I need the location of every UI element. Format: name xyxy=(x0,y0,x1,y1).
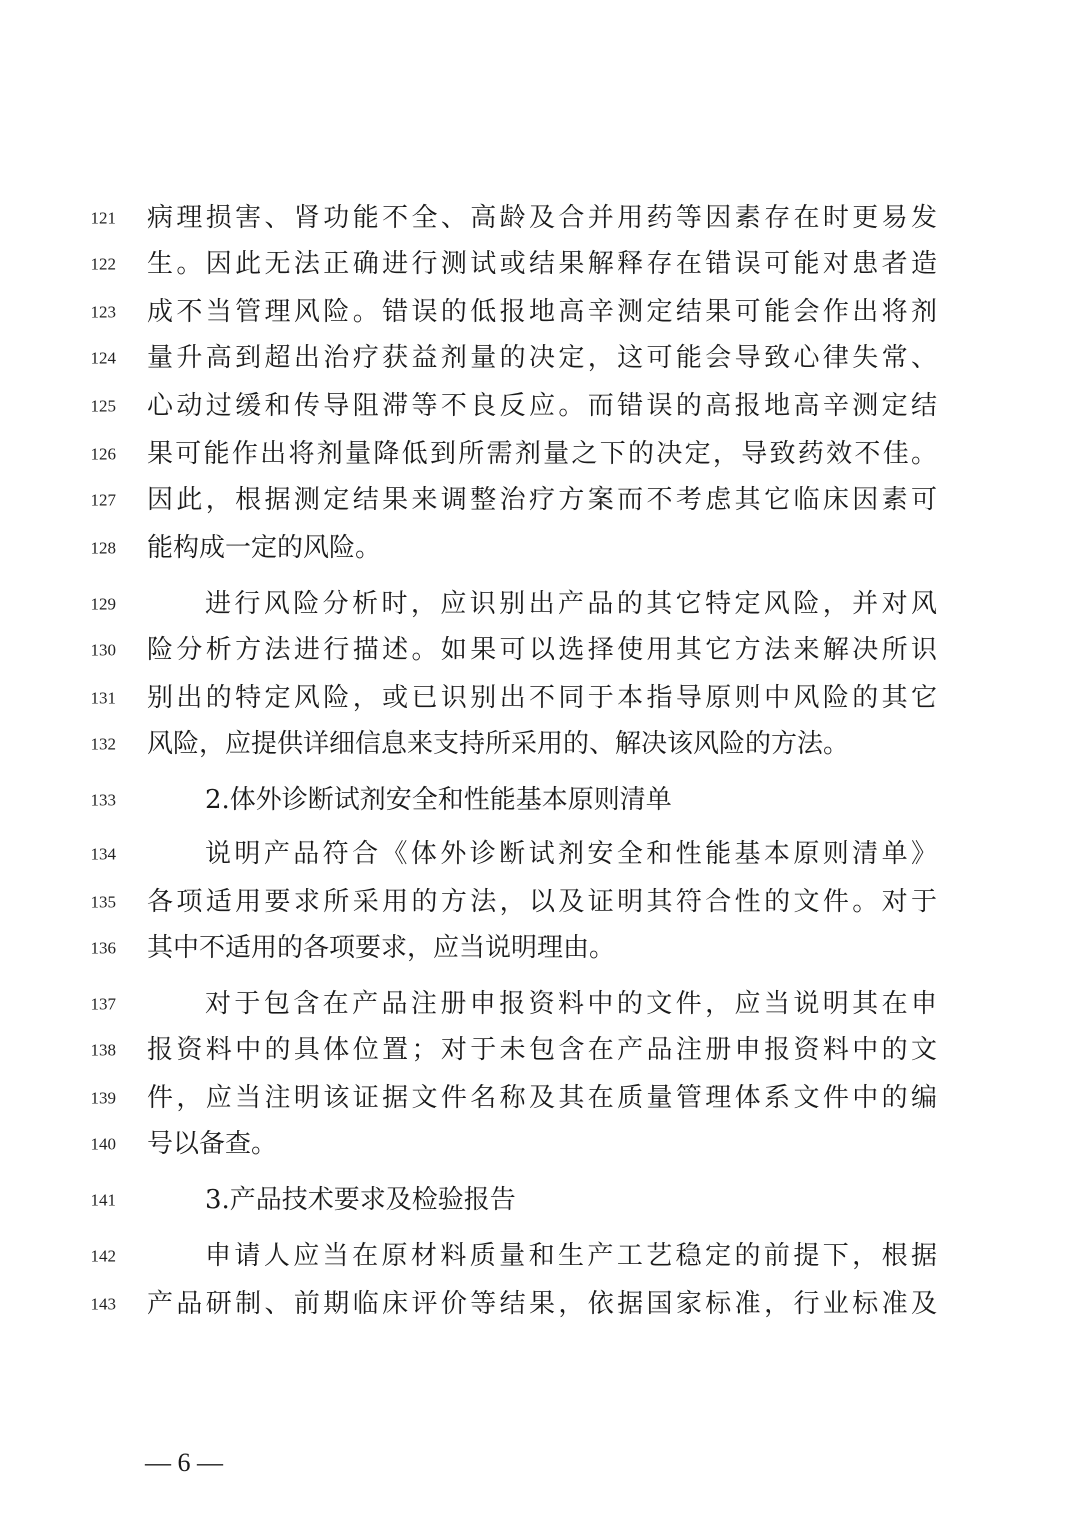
line-text: 风险，应提供详细信息来支持所采用的、解决该风险的方法。 xyxy=(147,729,850,759)
line-number: 136 xyxy=(90,938,116,958)
line-text: 各项适用要求所采用的方法，以及证明其符合性的文件。对于 xyxy=(147,887,937,917)
line-number: 132 xyxy=(90,734,116,754)
line-text: 果可能作出将剂量降低到所需剂量之下的决定，导致药效不佳。 xyxy=(147,439,937,469)
line-number: 121 xyxy=(90,208,116,228)
text-line xyxy=(0,480,1080,520)
text-line xyxy=(0,1180,1080,1220)
line-number: 128 xyxy=(90,538,116,558)
line-number: 141 xyxy=(90,1190,116,1210)
text-line xyxy=(0,1030,1080,1070)
line-text: 量升高到超出治疗获益剂量的决定，这可能会导致心律失常、 xyxy=(147,343,937,373)
line-text: 别出的特定风险，或已识别出不同于本指导原则中风险的其它 xyxy=(147,683,937,713)
line-text: 险分析方法进行描述。如果可以选择使用其它方法来解决所识 xyxy=(147,635,937,665)
line-text: 号以备查。 xyxy=(147,1129,278,1159)
line-text: 对于包含在产品注册申报资料中的文件，应当说明其在申 xyxy=(205,989,937,1019)
line-text: 3.产品技术要求及检验报告 xyxy=(205,1185,516,1215)
line-number: 133 xyxy=(90,790,116,810)
line-text: 报资料中的具体位置；对于未包含在产品注册申报资料中的文 xyxy=(147,1035,937,1065)
line-text: 件，应当注明该证据文件名称及其在质量管理体系文件中的编 xyxy=(147,1083,937,1113)
text-line xyxy=(0,292,1080,332)
line-number: 135 xyxy=(90,892,116,912)
text-line xyxy=(0,386,1080,426)
line-number: 124 xyxy=(90,348,116,368)
line-number: 122 xyxy=(90,254,116,274)
text-line xyxy=(0,244,1080,284)
line-text: 成不当管理风险。错误的低报地高辛测定结果可能会作出将剂 xyxy=(147,297,937,327)
text-line xyxy=(0,724,1080,764)
line-text: 产品研制、前期临床评价等结果，依据国家标准，行业标准及 xyxy=(147,1289,937,1319)
text-line xyxy=(0,780,1080,820)
text-line xyxy=(0,198,1080,238)
line-text: 2.体外诊断试剂安全和性能基本原则清单 xyxy=(205,785,672,815)
text-line xyxy=(0,678,1080,718)
text-line xyxy=(0,434,1080,474)
line-number: 134 xyxy=(90,844,116,864)
line-number: 137 xyxy=(90,994,116,1014)
line-number: 143 xyxy=(90,1294,116,1314)
line-text: 进行风险分析时，应识别出产品的其它特定风险，并对风 xyxy=(205,589,937,619)
text-line xyxy=(0,584,1080,624)
text-line xyxy=(0,630,1080,670)
line-text: 能构成一定的风险。 xyxy=(147,533,382,563)
text-line xyxy=(0,528,1080,568)
line-text: 说明产品符合《体外诊断试剂安全和性能基本原则清单》 xyxy=(205,839,937,869)
text-line xyxy=(0,1124,1080,1164)
line-number: 139 xyxy=(90,1088,116,1108)
line-text: 其中不适用的各项要求，应当说明理由。 xyxy=(147,933,616,963)
text-line xyxy=(0,984,1080,1024)
line-text: 申请人应当在原材料质量和生产工艺稳定的前提下，根据 xyxy=(205,1241,937,1271)
page-number: — 6 — xyxy=(145,1448,223,1477)
line-text: 心动过缓和传导阻滞等不良反应。而错误的高报地高辛测定结 xyxy=(147,391,937,421)
line-number: 142 xyxy=(90,1246,116,1266)
line-text: 病理损害、肾功能不全、高龄及合并用药等因素存在时更易发 xyxy=(147,203,937,233)
line-text: 生。因此无法正确进行测试或结果解释存在错误可能对患者造 xyxy=(147,249,937,279)
line-number: 127 xyxy=(90,490,116,510)
line-number: 140 xyxy=(90,1134,116,1154)
line-text: 因此，根据测定结果来调整治疗方案而不考虑其它临床因素可 xyxy=(147,485,937,515)
line-number: 123 xyxy=(90,302,116,322)
text-line xyxy=(0,338,1080,378)
text-line xyxy=(0,1236,1080,1276)
text-line xyxy=(0,834,1080,874)
line-number: 138 xyxy=(90,1040,116,1060)
line-number: 131 xyxy=(90,688,116,708)
line-number: 129 xyxy=(90,594,116,614)
line-number: 126 xyxy=(90,444,116,464)
text-line xyxy=(0,1284,1080,1324)
text-line xyxy=(0,882,1080,922)
line-number: 130 xyxy=(90,640,116,660)
line-number: 125 xyxy=(90,396,116,416)
text-line xyxy=(0,1078,1080,1118)
text-line xyxy=(0,928,1080,968)
